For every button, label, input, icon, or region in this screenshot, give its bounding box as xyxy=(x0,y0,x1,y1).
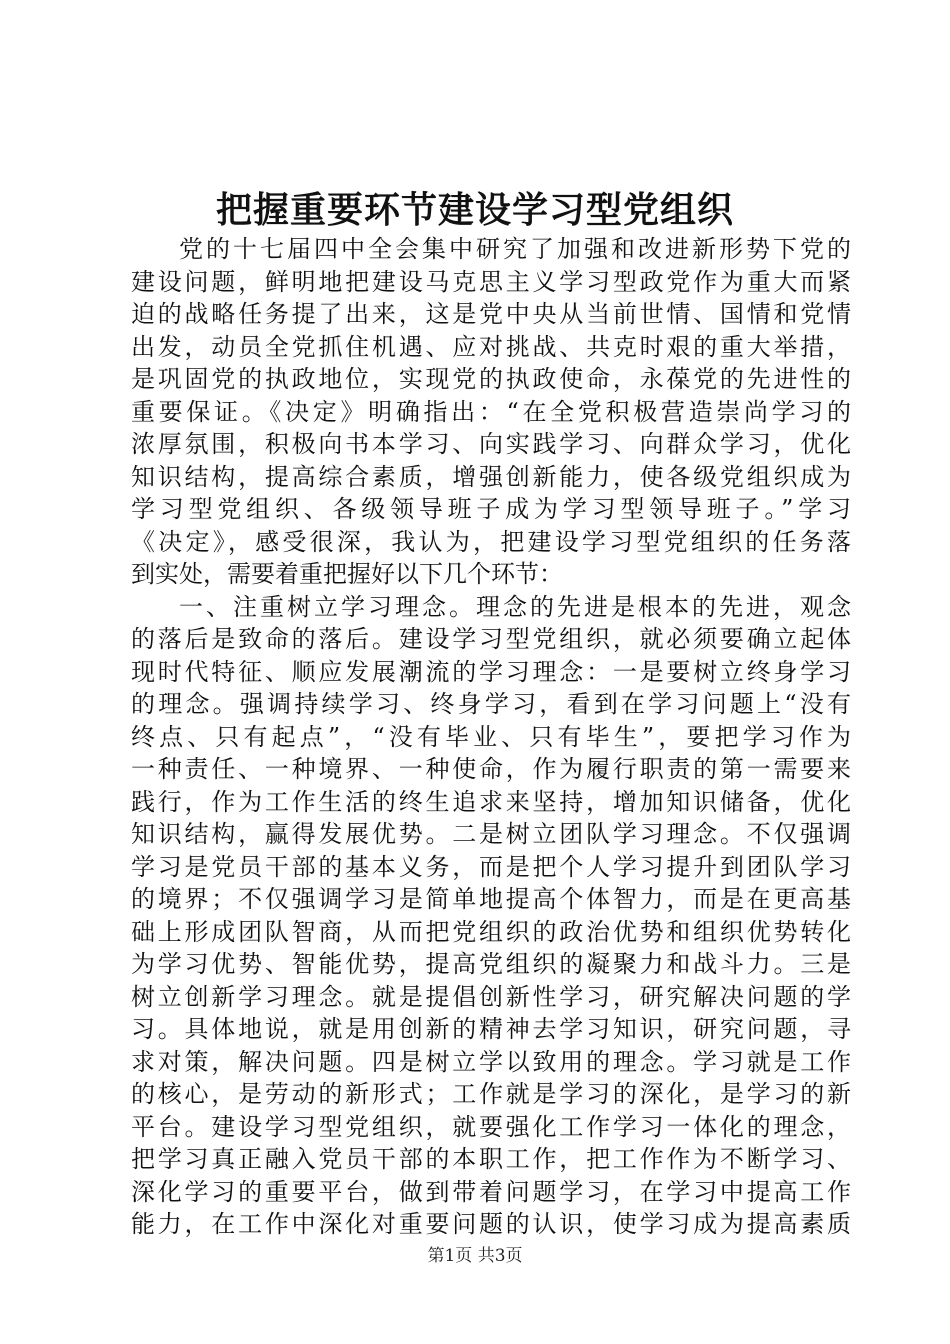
body-line: 树立创新学习理念。就是提倡创新性学习，研究解决问题的学 xyxy=(131,982,851,1011)
document-body xyxy=(131,233,851,1241)
body-line: 把学习真正融入党员干部的本职工作，把工作作为不断学习、 xyxy=(131,1145,851,1173)
body-line: 为学习优势、智能优势，提高党组织的凝聚力和战斗力。三是 xyxy=(131,950,851,978)
body-line: 础上形成团队智商，从而把党组织的政治优势和组织优势转化 xyxy=(131,917,851,946)
body-line: 浓厚氛围，积极向书本学习、向实践学习、向群众学习，优化 xyxy=(131,430,851,458)
body-line: 学习型党组织、各级领导班子成为学习型领导班子。”学习 xyxy=(131,495,851,523)
body-line: 迫的战略任务提了出来，这是党中央从当前世情、国情和党情 xyxy=(131,300,851,328)
body-line: 《决定》，感受很深，我认为，把建设学习型党组织的任务落 xyxy=(131,527,851,556)
body-line: 习。具体地说，就是用创新的精神去学习知识，研究问题，寻 xyxy=(131,1015,851,1043)
body-line: 深化学习的重要平台，做到带着问题学习，在学习中提高工作 xyxy=(131,1177,851,1206)
body-line: 的核心，是劳动的新形式；工作就是学习的深化，是学习的新 xyxy=(131,1080,851,1108)
body-line: 一、注重树立学习理念。理念的先进是根本的先进，观念 xyxy=(179,592,851,621)
body-line: 一种责任、一种境界、一种使命，作为履行职责的第一需要来 xyxy=(131,755,851,783)
document-title: 把握重要环节建设学习型党组织 xyxy=(215,189,734,231)
body-line: 知识结构，提高综合素质，增强创新能力，使各级党组织成为 xyxy=(131,462,851,491)
body-line: 重要保证。《决定》明确指出：“在全党积极营造崇尚学习的 xyxy=(131,397,851,426)
page-number-footer: 第1页 共3页 xyxy=(427,1246,523,1266)
body-line: 能力，在工作中深化对重要问题的认识，使学习成为提高素质 xyxy=(131,1210,851,1238)
body-line: 的境界；不仅强调学习是简单地提高个体智力，而是在更高基 xyxy=(131,885,851,913)
body-line: 求对策，解决问题。四是树立学以致用的理念。学习就是工作 xyxy=(131,1047,851,1076)
body-line: 到实处，需要着重把握好以下几个环节： xyxy=(131,560,563,588)
body-line: 践行，作为工作生活的终生追求来坚持，增加知识储备，优化 xyxy=(131,787,851,816)
body-line: 知识结构，赢得发展优势。二是树立团队学习理念。不仅强调 xyxy=(131,820,851,848)
body-line: 是巩固党的执政地位，实现党的执政使命，永葆党的先进性的 xyxy=(131,365,851,393)
body-line: 学习是党员干部的基本义务，而是把个人学习提升到团队学习 xyxy=(131,852,851,881)
body-line: 现时代特征、顺应发展潮流的学习理念：一是要树立终身学习 xyxy=(131,657,851,686)
body-line: 的理念。强调持续学习、终身学习，看到在学习问题上“没有 xyxy=(131,690,851,718)
body-line: 出发，动员全党抓住机遇、应对挑战、共克时艰的重大举措， xyxy=(131,332,851,361)
body-line: 建设问题，鲜明地把建设马克思主义学习型政党作为重大而紧 xyxy=(131,267,851,296)
body-line: 的落后是致命的落后。建设学习型党组织，就必须要确立起体 xyxy=(131,625,851,653)
body-line: 平台。建设学习型党组织，就要强化工作学习一体化的理念， xyxy=(131,1112,851,1141)
body-line: 终点、只有起点”，“没有毕业、只有毕生”，要把学习作为 xyxy=(131,722,851,751)
body-line: 党的十七届四中全会集中研究了加强和改进新形势下党的 xyxy=(179,235,851,263)
